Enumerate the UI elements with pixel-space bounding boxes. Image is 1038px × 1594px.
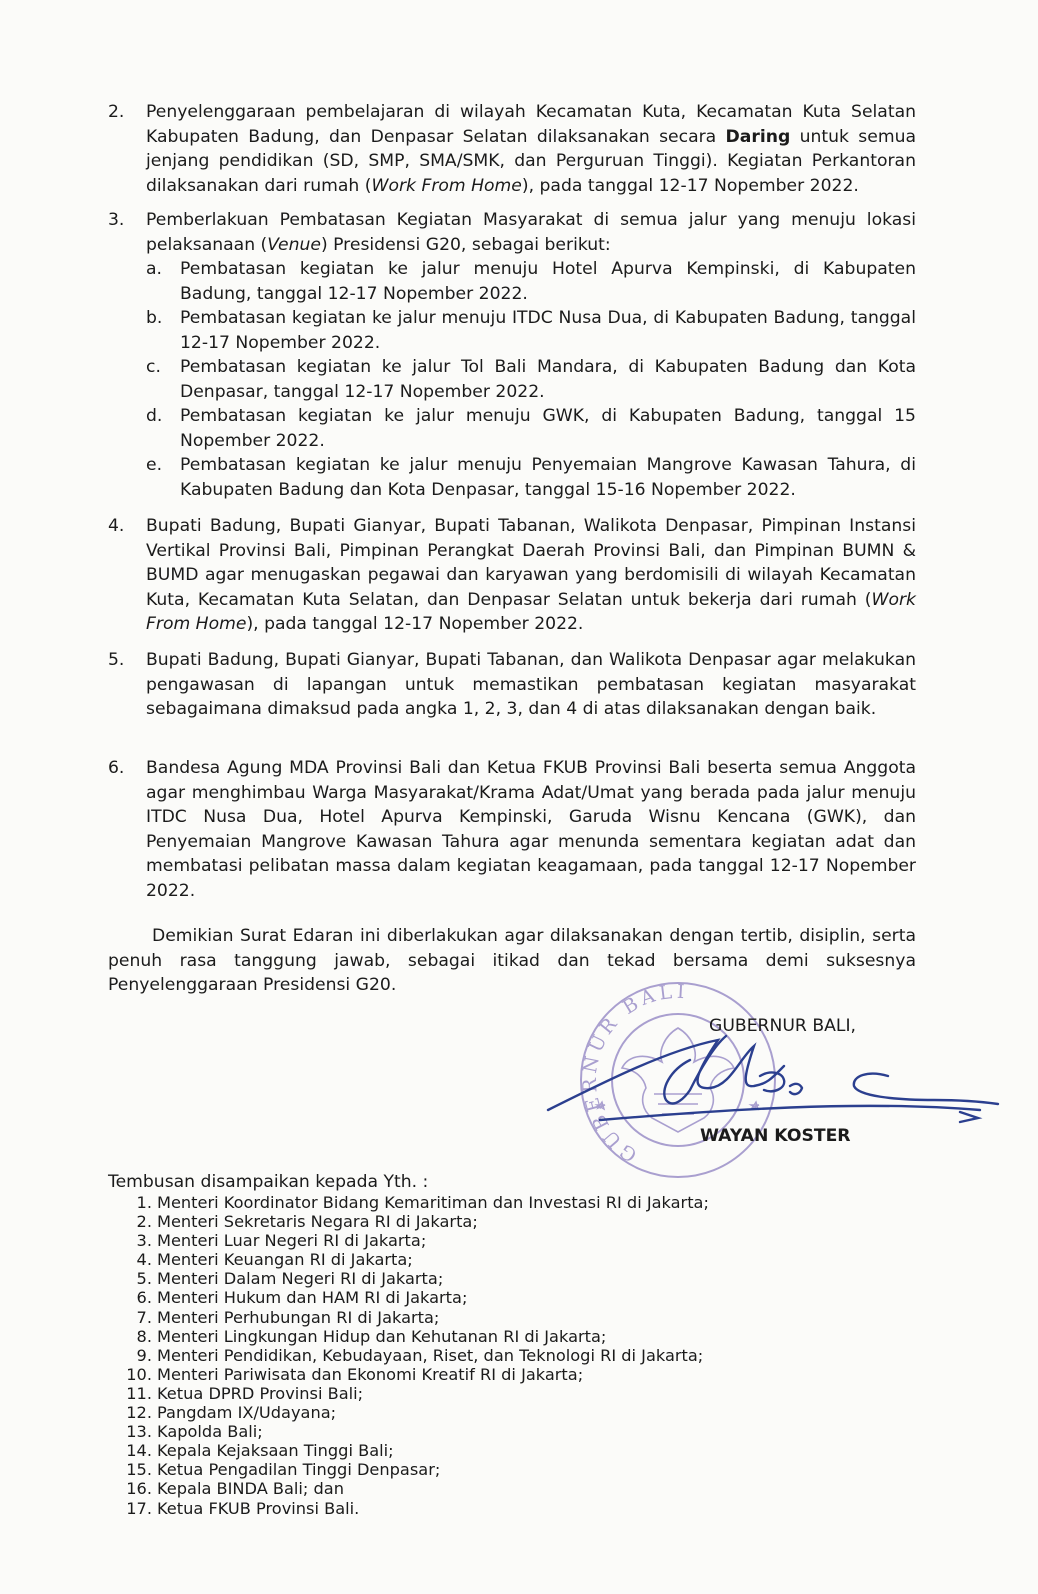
cc-recipient: Kepala Kejaksaan Tinggi Bali; (157, 1441, 394, 1461)
list-item (108, 1346, 709, 1365)
item-number: 5. (108, 650, 125, 670)
svg-text:GUBERNUR BALI: GUBERNUR BALI (578, 980, 689, 1167)
cc-number: 9. (136, 1345, 152, 1365)
cc-recipient: Menteri Pendidikan, Kebudayaan, Riset, dan Teknologi RI di Jakarta; (157, 1345, 704, 1365)
item-text: Penyelenggaraan pembelajaran di wilayah Kecamatan Kuta, Kecamatan Kuta Selatan Kabupaten Badung, dan Denpasar Selatan dilaksanakan secara Daring untuk semua jenjang pendidikan (SD, SMP, SMA/SMK, dan Perguruan Tinggi). Kegiatan Perkantoran dilaksanakan dari rumah (Work From Home), pada tanggal 12-17 Nopember 2022. (146, 102, 916, 196)
signatory-name: WAYAN KOSTER (700, 1126, 851, 1146)
cc-number: 11. (126, 1383, 152, 1403)
cc-recipient: Menteri Sekretaris Negara RI di Jakarta; (157, 1212, 478, 1232)
italic-text: Work From Home (371, 175, 522, 196)
sub-item-text: Pembatasan kegiatan ke jalur menuju Penyemaian Mangrove Kawasan Tahura, di Kabupaten Badung dan Kota Denpasar, tanggal 15-16 Nopember 2022. (180, 455, 916, 500)
sub-item-text: Pembatasan kegiatan ke jalur menuju ITDC Nusa Dua, di Kabupaten Badung, tanggal 12-17 Nopember 2022. (180, 308, 916, 353)
list-item (108, 1269, 709, 1288)
italic-text: Venue (267, 234, 321, 255)
list-item (108, 1403, 709, 1422)
cc-number: 14. (126, 1441, 152, 1461)
list-item (108, 1441, 709, 1460)
cc-number: 3. (136, 1231, 152, 1251)
sub-item-text: Pembatasan kegiatan ke jalur menuju GWK, di Kabupaten Badung, tanggal 15 Nopember 2022. (180, 406, 916, 451)
item-text: Pemberlakuan Pembatasan Kegiatan Masyarakat di semua jalur yang menuju lokasi pelaksanaan (Venue) Presidensi G20, sebagai berikut: a. Pembatasan kegiatan ke jalur menuju Hotel Apurva Kempinski, di Kabupaten Badung, tanggal 12-17 Nopember 2022. b. Pembatasan kegiatan ke jalur menuju ITDC Nusa Dua, di Kabupaten Badung, tanggal 12-17 Nopember 2022. c. Pembatasan kegiatan ke jalur Tol Bali Mandara, di Kabupaten Badung dan Kota Denpasar, tanggal 12-17 Nopember 2022. d. Pembatasan kegiatan ke jalur menuju GWK, di Kabupaten Badung, tanggal 15 Nopember 2022. e. Pembatasan kegiatan ke jalur menuju Penyemaian Mangrove Kawasan Tahura, di Kabupaten Badung dan Kota Denpasar, tanggal 15-16 Nopember 2022. (146, 208, 916, 502)
cc-heading: Tembusan disampaikan kepada Yth. : (108, 1172, 429, 1192)
sub-item-letter: c. (146, 357, 161, 378)
cc-number: 4. (136, 1250, 152, 1270)
cc-number: 7. (136, 1307, 152, 1327)
item-text: Bupati Badung, Bupati Gianyar, Bupati Tabanan, dan Walikota Denpasar agar melakukan pengawasan di lapangan untuk memastikan pembatasan kegiatan masyarakat sebagaimana dimaksud pada angka 1, 2, 3, dan 4 di atas dilaksanakan dengan baik. (146, 650, 916, 720)
sub-item-letter: d. (146, 406, 163, 427)
item-text: Bandesa Agung MDA Provinsi Bali dan Ketua FKUB Provinsi Bali beserta semua Anggota agar menghimbau Warga Masyarakat/Krama Adat/Umat yang berada pada jalur menuju ITDC Nusa Dua, Hotel Apurva Kempinski, Garuda Wisnu Kencana (GWK), dan Penyemaian Mangrove Kawasan Tahura agar menunda sementara kegiatan adat dan membatasi pelibatan massa dalam kegiatan keagamaan, pada tanggal 12-17 Nopember 2022. (146, 758, 916, 901)
cc-recipient: Kepala BINDA Bali; dan (157, 1479, 344, 1499)
cc-number: 10. (126, 1364, 152, 1384)
cc-number: 12. (126, 1403, 152, 1423)
italic-text: Work From Home (146, 589, 916, 635)
cc-recipient: Kapolda Bali; (157, 1422, 263, 1442)
cc-number: 17. (126, 1498, 152, 1518)
cc-number: 1. (136, 1193, 152, 1212)
cc-recipient: Ketua FKUB Provinsi Bali. (157, 1498, 360, 1518)
item-number: 3. (108, 210, 125, 230)
list-item (108, 1384, 709, 1403)
cc-recipient: Menteri Dalam Negeri RI di Jakarta; (157, 1269, 444, 1289)
list-item (108, 1250, 709, 1269)
sub-item-letter: e. (146, 455, 163, 476)
cc-number: 15. (126, 1460, 152, 1480)
list-item (108, 1365, 709, 1384)
cc-recipient: Menteri Lingkungan Hidup dan Kehutanan RI di Jakarta; (157, 1326, 607, 1346)
cc-recipient: Ketua DPRD Provinsi Bali; (157, 1383, 364, 1403)
cc-recipient: Ketua Pengadilan Tinggi Denpasar; (157, 1460, 441, 1480)
cc-number: 5. (136, 1269, 152, 1289)
list-item (108, 1479, 709, 1498)
sub-item-letter: b. (146, 308, 163, 329)
cc-number: 13. (126, 1422, 152, 1442)
list-item (108, 1193, 709, 1212)
cc-recipient: Menteri Keuangan RI di Jakarta; (157, 1250, 413, 1270)
cc-number: 8. (136, 1326, 152, 1346)
cc-list (108, 1193, 709, 1518)
cc-recipient: Menteri Hukum dan HAM RI di Jakarta; (157, 1288, 468, 1308)
closing-paragraph: Demikian Surat Edaran ini diberlakukan agar dilaksanakan dengan tertib, disiplin, serta penuh rasa tanggung jawab, sebagai itikad dan tekad bersama demi suksesnya Penyelenggaraan Presidensi G20. (108, 926, 916, 996)
item-text: Bupati Badung, Bupati Gianyar, Bupati Tabanan, Walikota Denpasar, Pimpinan Instansi Vertikal Provinsi Bali, Pimpinan Perangkat Daerah Provinsi Bali, dan Pimpinan BUMN & BUMD agar menugaskan pegawai dan karyawan yang berdomisili di wilayah Kecamatan Kuta, Kecamatan Kuta Selatan, dan Denpasar Selatan untuk bekerja dari rumah (Work From Home), pada tanggal 12-17 Nopember 2022. (146, 516, 916, 635)
cc-recipient: Menteri Perhubungan RI di Jakarta; (157, 1307, 440, 1327)
cc-number: 2. (136, 1212, 152, 1232)
cc-number: 16. (126, 1479, 152, 1499)
sub-item-text: Pembatasan kegiatan ke jalur Tol Bali Mandara, di Kabupaten Badung dan Kota Denpasar, tanggal 12-17 Nopember 2022. (180, 357, 916, 402)
cc-recipient: Pangdam IX/Udayana; (157, 1403, 337, 1423)
list-item (108, 1327, 709, 1346)
cc-recipient: Menteri Luar Negeri RI di Jakarta; (157, 1231, 427, 1251)
cc-recipient: Menteri Pariwisata dan Ekonomi Kreatif RI di Jakarta; (157, 1364, 584, 1384)
sub-item-text: Pembatasan kegiatan ke jalur menuju Hotel Apurva Kempinski, di Kabupaten Badung, tanggal 12-17 Nopember 2022. (180, 259, 916, 304)
signatory-title: GUBERNUR BALI, (709, 1016, 856, 1036)
bold-text: Daring (725, 126, 791, 147)
list-item (108, 1308, 709, 1327)
item-number: 4. (108, 516, 125, 536)
list-item (108, 1460, 709, 1479)
list-item (108, 1499, 709, 1518)
sub-item-letter: a. (146, 259, 162, 280)
list-item (108, 1422, 709, 1441)
list-item (108, 1288, 709, 1307)
list-item (108, 1231, 709, 1250)
cc-recipient: Menteri Koordinator Bidang Kemaritiman dan Investasi RI di Jakarta; (157, 1193, 709, 1212)
list-item (108, 1212, 709, 1231)
item-number: 2. (108, 102, 125, 122)
item-number: 6. (108, 758, 125, 778)
cc-number: 6. (136, 1288, 152, 1308)
